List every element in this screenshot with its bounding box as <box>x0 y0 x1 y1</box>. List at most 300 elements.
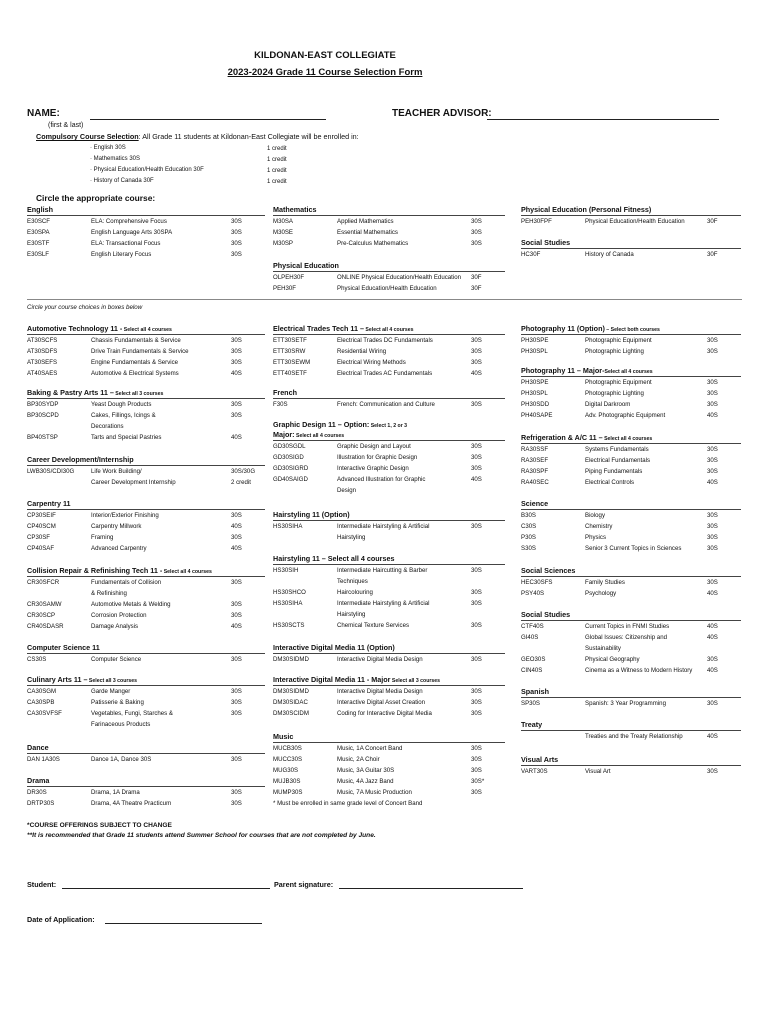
course-box <box>27 653 265 665</box>
course-row[interactable] <box>521 621 741 632</box>
course-name: Spanish: 3 Year Programming <box>585 700 666 707</box>
course-name: Photographic Lighting <box>585 390 644 397</box>
course-code: HC30F <box>521 251 541 258</box>
course-credit: 30S <box>707 390 718 397</box>
course-box <box>27 576 265 632</box>
course-name: Visual Art <box>585 768 611 775</box>
course-name: ELA: Transactional Focus <box>91 240 161 247</box>
course-box <box>273 520 505 543</box>
course-code: CS30S <box>27 656 47 663</box>
course-name: Essential Mathematics <box>337 229 398 236</box>
section-music <box>273 732 505 809</box>
course-row[interactable] <box>273 787 505 798</box>
course-row[interactable] <box>273 765 505 776</box>
section-science <box>521 499 741 554</box>
course-name: Illustration for Graphic Design <box>337 454 418 461</box>
form-title: 2023-2024 Grade 11 Course Selection Form <box>227 67 423 78</box>
course-credit <box>471 532 505 543</box>
section-title: Treaty <box>521 720 543 729</box>
course-credit: 30S <box>231 656 242 663</box>
course-credit: 30S <box>471 622 482 629</box>
course-row[interactable] <box>27 432 265 443</box>
course-name: Intermediate Hairstyling & Artificial <box>337 600 430 607</box>
course-code: GI40S <box>521 634 539 641</box>
section-pe-right <box>521 205 741 227</box>
course-name: Engine Fundamentals & Service <box>91 359 179 366</box>
course-name: Senior 3 Current Topics in Sciences <box>585 545 682 552</box>
section-title: Mathematics <box>273 205 317 214</box>
course-row[interactable] <box>27 532 265 543</box>
course-row[interactable] <box>273 521 505 532</box>
course-credit: 30S <box>231 800 242 807</box>
course-row[interactable] <box>521 335 741 346</box>
course-name: Photographic Lighting <box>585 348 644 355</box>
course-credit: 30S <box>471 600 482 607</box>
course-box <box>273 215 505 249</box>
course-credit: 40S <box>707 623 718 630</box>
course-row[interactable] <box>521 249 741 260</box>
course-box <box>521 697 741 709</box>
course-code: BP40STSP <box>27 434 58 441</box>
section-electrical <box>273 324 505 379</box>
course-code: M30SP <box>273 240 293 247</box>
course-credit: 30S <box>471 699 482 706</box>
course-row <box>27 719 265 730</box>
course-row[interactable] <box>27 654 265 665</box>
course-name: Hairstyling <box>337 534 366 541</box>
course-credit: 30S <box>471 767 482 774</box>
section-title: Spanish <box>521 687 549 696</box>
section-dance <box>27 743 265 765</box>
course-name: Farinaceous Products <box>91 721 151 728</box>
compulsory-item: · English 30S <box>90 145 126 151</box>
course-code <box>273 576 337 587</box>
course-credit: 2 credit <box>231 479 251 486</box>
course-name: Physics <box>585 534 606 541</box>
course-name: Chemical Texture Services <box>337 622 410 629</box>
section-title: Electrical Trades Tech 11 – Select all 4 courses <box>273 324 414 333</box>
course-credit: 30S <box>471 656 482 663</box>
section-auto <box>27 324 265 379</box>
course-code: LWB30S/CDI30G <box>27 468 75 475</box>
course-name: Digital Darkroom <box>585 401 631 408</box>
course-box <box>273 271 505 294</box>
course-credit: 40S <box>231 434 242 441</box>
course-row[interactable] <box>273 216 505 227</box>
course-credit: 30S <box>471 359 482 366</box>
course-code <box>27 477 91 488</box>
course-credit: 30F <box>471 285 482 292</box>
course-name: Graphic Design and Layout <box>337 443 411 450</box>
course-credit: 30S <box>707 768 718 775</box>
course-name: Interactive Digital Asset Creation <box>337 699 426 706</box>
course-row <box>273 485 505 496</box>
course-row[interactable] <box>273 587 505 598</box>
course-code: PH40SAPE <box>521 412 553 419</box>
course-box <box>273 685 505 719</box>
course-name: Electrical Trades DC Fundamentals <box>337 337 433 344</box>
course-code: CA30SVFSF <box>27 710 62 717</box>
course-row[interactable] <box>521 399 741 410</box>
course-row[interactable] <box>521 654 741 665</box>
course-row[interactable] <box>273 441 505 452</box>
course-name: Computer Science <box>91 656 142 663</box>
course-row[interactable] <box>273 368 505 379</box>
course-row[interactable] <box>27 410 265 421</box>
offerings-note: *COURSE OFFERINGS SUBJECT TO CHANGE <box>27 822 172 829</box>
course-row[interactable] <box>273 697 505 708</box>
course-name: Decorations <box>91 423 124 430</box>
section-title: Culinary Arts 11 – Select all 3 courses <box>27 675 138 684</box>
course-code: GD40SAIGD <box>273 476 308 483</box>
course-code: SP30S <box>521 700 540 707</box>
course-code <box>521 731 585 742</box>
parent-label: Parent signature: <box>274 880 334 889</box>
course-row <box>27 421 265 432</box>
course-row[interactable] <box>27 798 265 809</box>
course-row[interactable] <box>521 766 741 777</box>
course-code: ETT30SRW <box>273 348 306 355</box>
course-row[interactable] <box>27 227 265 238</box>
course-name: English Literary Focus <box>91 251 152 258</box>
section-title: Interactive Digital Media 11 (Option) <box>273 643 395 652</box>
course-box <box>521 620 741 676</box>
course-code: CR30SFCR <box>27 579 60 586</box>
section-math <box>273 205 505 249</box>
credit-value: 1 credit <box>267 146 287 152</box>
course-box <box>521 334 741 357</box>
course-code: CIN40S <box>521 667 543 674</box>
course-code <box>273 532 337 543</box>
section-english <box>27 205 265 260</box>
course-credit: 30S <box>471 789 482 796</box>
course-credit: 40S <box>471 370 482 377</box>
course-row[interactable] <box>273 708 505 719</box>
student-label: Student: <box>27 880 57 889</box>
course-name: Intermediate Hairstyling & Artificial <box>337 523 430 530</box>
course-name: Vegetables, Fungi, Starches & <box>91 710 173 717</box>
course-code: RA40SEC <box>521 479 549 486</box>
course-code: CA30SGM <box>27 688 57 695</box>
course-row[interactable] <box>521 698 741 709</box>
course-code <box>273 609 337 620</box>
section-title: Graphic Design 11 – Option: Select 1, 2 or 3 <box>273 420 408 429</box>
course-code: DRTP30S <box>27 800 55 807</box>
course-code: CP40SAF <box>27 545 55 552</box>
section-title: Social Studies <box>521 238 571 247</box>
course-credit <box>231 719 265 730</box>
course-code: PH30SPL <box>521 348 548 355</box>
course-credit: 30S <box>707 348 718 355</box>
course-row[interactable] <box>273 346 505 357</box>
course-name: Tarts and Special Pastries <box>91 434 162 441</box>
summer-school-note: **It is recommended that Grade 11 students attend Summer School for courses that are not completed by June. <box>27 832 376 839</box>
course-row[interactable] <box>521 588 741 599</box>
course-name: ELA: Comprehensive Focus <box>91 218 167 225</box>
course-code: GEO30S <box>521 656 546 663</box>
section-title: Science <box>521 499 549 508</box>
course-row[interactable] <box>27 346 265 357</box>
course-row[interactable] <box>273 283 505 294</box>
section-title: Baking & Pastry Arts 11 – Select all 3 courses <box>27 388 164 397</box>
course-code: HS30SIH <box>273 567 299 574</box>
course-code: ETT30SETF <box>273 337 307 344</box>
student-signature-field[interactable] <box>62 888 270 889</box>
school-name: KILDONAN-EAST COLLEGIATE <box>254 50 396 61</box>
course-code: HS30SHCO <box>273 589 306 596</box>
course-row[interactable] <box>273 598 505 609</box>
course-row[interactable] <box>27 216 265 227</box>
course-row[interactable] <box>273 754 505 765</box>
course-credit: 30S <box>707 545 718 552</box>
course-row[interactable] <box>521 577 741 588</box>
course-code: PH30SPE <box>521 337 549 344</box>
course-row[interactable] <box>273 335 505 346</box>
course-row[interactable] <box>27 238 265 249</box>
course-row[interactable] <box>521 521 741 532</box>
section-hair-all <box>273 554 505 631</box>
course-row[interactable] <box>273 238 505 249</box>
section-baking <box>27 388 265 443</box>
course-credit: 30S <box>471 523 482 530</box>
course-row[interactable] <box>273 565 505 576</box>
course-name: Fundamentals of Collision <box>91 579 162 586</box>
course-row[interactable] <box>27 357 265 368</box>
course-credit: 40S <box>471 476 482 483</box>
course-name: Music, 7A Music Production <box>337 789 412 796</box>
section-compsci <box>27 643 265 665</box>
section-title: Drama <box>27 776 50 785</box>
course-row[interactable] <box>273 399 505 410</box>
course-row[interactable] <box>27 335 265 346</box>
name-field[interactable] <box>90 118 326 120</box>
course-credit: 30S <box>231 348 242 355</box>
course-credit <box>231 588 265 599</box>
course-box <box>273 440 505 496</box>
course-row[interactable] <box>273 654 505 665</box>
course-code: DAN 1A30S <box>27 756 60 763</box>
course-code: B30S <box>521 512 536 519</box>
section-career <box>27 455 265 488</box>
course-row[interactable] <box>27 599 265 610</box>
course-row[interactable] <box>521 346 741 357</box>
course-row[interactable] <box>27 754 265 765</box>
course-row[interactable] <box>273 452 505 463</box>
course-box <box>521 443 741 488</box>
course-row[interactable] <box>521 455 741 466</box>
course-row[interactable] <box>27 399 265 410</box>
course-row[interactable] <box>27 466 265 477</box>
course-box <box>27 753 265 765</box>
course-row[interactable] <box>27 521 265 532</box>
course-name: Interior/Exterior Finishing <box>91 512 159 519</box>
course-credit: 40S <box>707 479 718 486</box>
course-row[interactable] <box>273 272 505 283</box>
section-social-top <box>521 238 741 260</box>
course-row[interactable] <box>27 708 265 719</box>
course-box <box>521 509 741 554</box>
course-row[interactable] <box>521 216 741 227</box>
course-name: Global Issues: Citizenship and <box>585 634 667 641</box>
course-name: Interactive Graphic Design <box>337 465 409 472</box>
course-row[interactable] <box>27 697 265 708</box>
course-row[interactable] <box>27 510 265 521</box>
section-idm-opt <box>273 643 505 665</box>
course-box <box>273 742 505 798</box>
course-name: Psychology <box>585 590 617 597</box>
course-name: Drama, 1A Drama <box>91 789 140 796</box>
course-row[interactable] <box>521 665 741 676</box>
course-row[interactable] <box>521 410 741 421</box>
date-label: Date of Application: <box>27 915 95 924</box>
course-name: Electrical Trades AC Fundamentals <box>337 370 433 377</box>
course-name: Physical Education/Health Education <box>337 285 437 292</box>
course-code: AT30SCFS <box>27 337 58 344</box>
course-name: Applied Mathematics <box>337 218 394 225</box>
section-title: Computer Science 11 <box>27 643 100 652</box>
course-code: E30STF <box>27 240 50 247</box>
course-name: Electrical Fundamentals <box>585 457 651 464</box>
section-socsci <box>521 566 741 599</box>
course-code: MUCC30S <box>273 756 303 763</box>
section-title: Dance <box>27 743 49 752</box>
course-name: Adv. Photographic Equipment <box>585 412 666 419</box>
course-row[interactable] <box>521 477 741 488</box>
course-row[interactable] <box>27 686 265 697</box>
course-credit: 30S <box>471 710 482 717</box>
course-credit: 30S <box>471 218 482 225</box>
course-name: Cinema as a Witness to Modern History <box>585 667 693 674</box>
course-row[interactable] <box>27 577 265 588</box>
course-code: F30S <box>273 401 288 408</box>
course-code: AT40SAES <box>27 370 58 377</box>
parent-signature-field[interactable] <box>339 888 523 889</box>
course-row[interactable] <box>521 377 741 388</box>
course-name: Chassis Fundamentals & Service <box>91 337 181 344</box>
course-box <box>273 398 505 410</box>
course-row[interactable] <box>27 543 265 554</box>
course-credit: 30S <box>707 446 718 453</box>
advisor-label: TEACHER ADVISOR: <box>392 108 492 119</box>
course-code: HS30SIHA <box>273 600 303 607</box>
course-row[interactable] <box>27 787 265 798</box>
course-row[interactable] <box>273 686 505 697</box>
course-name: Chemistry <box>585 523 613 530</box>
section-title: French <box>273 388 297 397</box>
course-code: MUG30S <box>273 767 299 774</box>
course-credit: 30S <box>707 468 718 475</box>
course-code: E30SCF <box>27 218 51 225</box>
course-code: RA30SPF <box>521 468 549 475</box>
course-row[interactable] <box>521 444 741 455</box>
course-name: ONLINE Physical Education/Health Education <box>337 274 461 281</box>
course-code: DM30SIDAC <box>273 699 308 706</box>
circle-heading: Circle the appropriate course: <box>36 193 156 203</box>
course-code: PH30SPL <box>521 390 548 397</box>
course-row[interactable] <box>521 632 741 643</box>
course-row[interactable] <box>273 463 505 474</box>
course-credit: 30S <box>231 710 242 717</box>
course-box <box>273 653 505 665</box>
course-box <box>521 730 741 742</box>
course-code: ETT30SEWM <box>273 359 311 366</box>
name-hint: (first & last) <box>48 122 84 129</box>
course-code: CR40SDASR <box>27 623 64 630</box>
course-code: AT30SEFS <box>27 359 58 366</box>
course-code <box>27 421 91 432</box>
course-name: Electrical Wiring Methods <box>337 359 406 366</box>
course-name: Coding for Interactive Digital Media <box>337 710 432 717</box>
section-title: Carpentry 11 <box>27 499 71 508</box>
course-credit: 30S <box>471 589 482 596</box>
course-code: PH30SDD <box>521 401 550 408</box>
course-name: Electrical Controls <box>585 479 635 486</box>
course-row[interactable] <box>27 249 265 260</box>
course-code: GD30SIGRD <box>273 465 309 472</box>
course-code: DM30SCIDM <box>273 710 309 717</box>
course-row[interactable] <box>521 510 741 521</box>
section-carpentry <box>27 499 265 554</box>
course-credit: 30S* <box>471 778 485 785</box>
course-row[interactable] <box>27 621 265 632</box>
course-row[interactable] <box>521 388 741 399</box>
course-row[interactable] <box>273 227 505 238</box>
course-credit: 30S <box>707 337 718 344</box>
course-name: Photographic Equipment <box>585 379 652 386</box>
course-credit: 30S <box>231 401 242 408</box>
course-row[interactable] <box>521 543 741 554</box>
course-row[interactable] <box>273 743 505 754</box>
section-french <box>273 388 505 410</box>
course-row[interactable] <box>273 620 505 631</box>
course-code <box>521 643 585 654</box>
course-name: Corrosion Protection <box>91 612 147 619</box>
course-row[interactable] <box>521 466 741 477</box>
course-row[interactable] <box>521 532 741 543</box>
course-code: MUMP30S <box>273 789 303 796</box>
course-row <box>521 731 741 742</box>
course-credit: 30S <box>231 612 242 619</box>
course-name: Treaties and the Treaty Relationship <box>585 733 683 740</box>
course-credit: 30S <box>707 379 718 386</box>
course-row <box>273 532 505 543</box>
section-graphic <box>273 420 505 496</box>
course-name: Carpentry Millwork <box>91 523 142 530</box>
course-row[interactable] <box>273 474 505 485</box>
course-row[interactable] <box>27 368 265 379</box>
course-credit: 30S <box>471 454 482 461</box>
course-name: Haircolouring <box>337 589 373 596</box>
course-credit <box>707 643 741 654</box>
course-row[interactable] <box>27 610 265 621</box>
course-row[interactable] <box>273 357 505 368</box>
course-box <box>27 685 265 730</box>
course-credit: 40S <box>231 545 242 552</box>
date-field[interactable] <box>105 923 262 924</box>
course-code: P30S <box>521 534 536 541</box>
course-credit: 30S <box>231 412 242 419</box>
course-credit: 30S <box>707 656 718 663</box>
section-culinary <box>27 675 265 730</box>
course-name: Photographic Equipment <box>585 337 652 344</box>
course-row[interactable] <box>273 776 505 787</box>
course-name: Dance 1A, Dance 30S <box>91 756 152 763</box>
section-note: * Must be enrolled in same grade level of Concert Band <box>273 800 423 807</box>
course-code: E30SPA <box>27 229 50 236</box>
course-credit: 30S <box>231 240 242 247</box>
course-code: CR30SCP <box>27 612 56 619</box>
advisor-field[interactable] <box>487 118 719 120</box>
